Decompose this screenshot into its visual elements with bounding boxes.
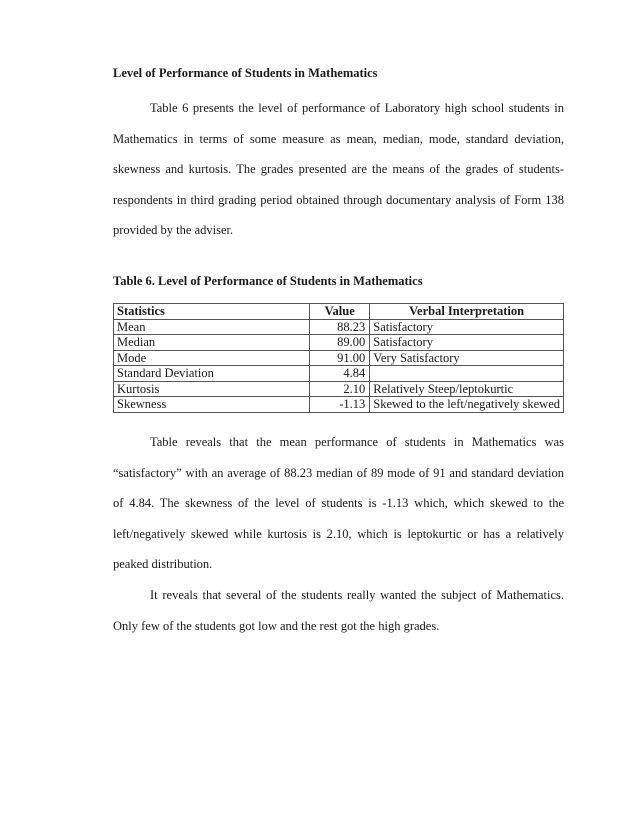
section-heading: Level of Performance of Students in Mathematics <box>113 66 378 80</box>
value-cell: 2.10 <box>310 381 370 397</box>
interpretation-cell: Very Satisfactory <box>370 350 564 366</box>
interpretation-cell: Satisfactory <box>370 319 564 335</box>
table-row <box>114 319 564 335</box>
statistics-table <box>113 303 564 413</box>
value-cell: 4.84 <box>310 366 370 382</box>
conclusion-paragraph: It reveals that several of the students really wanted the subject of Mathematics. Only few of the students got low and the rest got the high grades. <box>113 588 564 633</box>
table-row <box>114 350 564 366</box>
statistic-cell: Skewness <box>114 397 310 413</box>
value-cell: 88.23 <box>310 319 370 335</box>
header-value: Value <box>310 304 370 320</box>
table-row <box>114 397 564 413</box>
interpretation-cell: Skewed to the left/negatively skewed <box>370 397 564 413</box>
interpretation-cell: Satisfactory <box>370 335 564 351</box>
value-cell: 89.00 <box>310 335 370 351</box>
table-header-row <box>114 304 564 320</box>
statistic-cell: Mode <box>114 350 310 366</box>
statistic-cell: Median <box>114 335 310 351</box>
table-row <box>114 381 564 397</box>
table-row <box>114 366 564 382</box>
value-cell: 91.00 <box>310 350 370 366</box>
statistic-cell: Standard Deviation <box>114 366 310 382</box>
interpretation-cell <box>370 366 564 382</box>
statistic-cell: Kurtosis <box>114 381 310 397</box>
interpretation-cell: Relatively Steep/leptokurtic <box>370 381 564 397</box>
value-cell: -1.13 <box>310 397 370 413</box>
header-verbal-interpretation: Verbal Interpretation <box>370 304 564 320</box>
table-caption: Table 6. Level of Performance of Students in Mathematics <box>113 274 423 288</box>
findings-paragraph: Table reveals that the mean performance of students in Mathematics was “satisfactory” with an average of 88.23 median of 89 mode of 91 and standard deviation of 4.84. The skewness of the level of students is -1.13 which, which skewed to the left/negatively skewed while kurtosis is 2.10, which is leptokurtic or has a relatively peaked distribution. <box>113 435 564 571</box>
table-row <box>114 335 564 351</box>
intro-paragraph: Table 6 presents the level of performance of Laboratory high school students in Mathematics in terms of some measure as mean, median, mode, standard deviation, skewness and kurtosis. The grades presented are the means of the grades of students-respondents in third grading period obtained through documentary analysis of Form 138 provided by the adviser. <box>113 101 564 237</box>
header-statistics: Statistics <box>114 304 310 320</box>
statistic-cell: Mean <box>114 319 310 335</box>
